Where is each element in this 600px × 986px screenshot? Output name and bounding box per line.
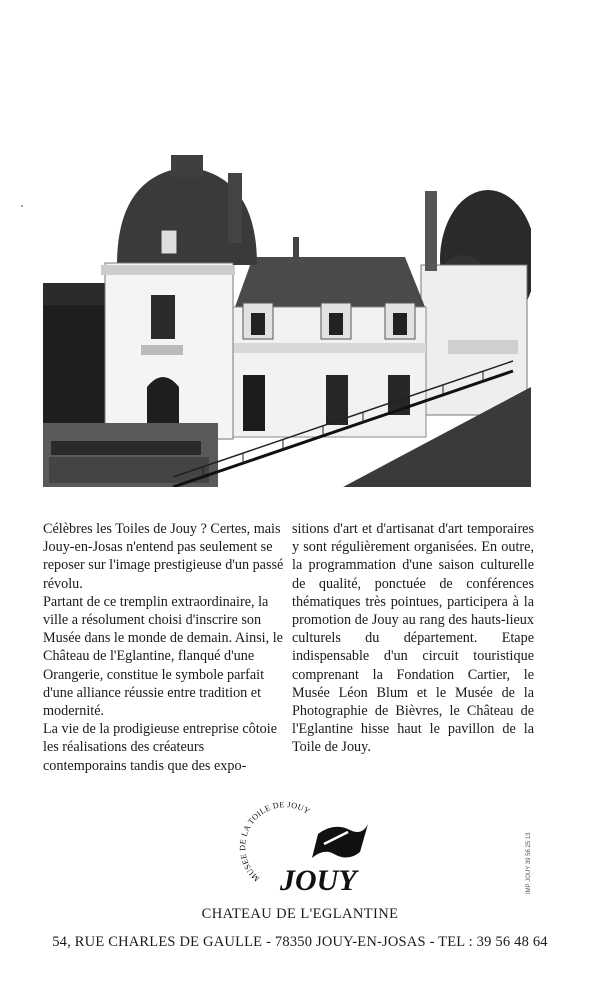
paragraph: Célèbres les Toiles de Jouy ? Certes, mais Jouy-en-Josas n'entend pas seulement se reposer sur l'image prestigieuse d'un passé révolu. [43,521,284,592]
museum-logo [238,800,373,900]
logo-word: JOUY [280,864,357,897]
chateau-photo [43,155,531,487]
paragraph: La vie de la prodigieuse entreprise côtoie les réalisations des créateurs contemporains tandis que des expo- [43,721,277,774]
text-column-right [292,520,534,757]
address-line: 54, RUE CHARLES DE GAULLE - 78350 JOUY-EN-JOSAS - TEL : 39 56 48 64 [52,934,548,950]
flag-icon [312,824,368,858]
chateau-name: CHATEAU DE L'EGLANTINE [201,906,399,922]
chateau-building-icon [43,155,531,487]
text-column-left [43,520,285,775]
scan-speck [21,205,23,207]
print-code: IMP JOUY 39 56 25 13 [526,832,532,894]
paragraph: Partant de ce tremplin extraordinaire, la ville a résolument choisi d'inscrire son Musée dans le monde de demain. Ainsi, le Château de l'Eglantine, flanqué d'une Orangerie, constitue le symbole parfait d'une alliance réussie entre tradition et modernité. [43,593,283,720]
paragraph: sitions d'art et d'artisanat d'art temporaires y sont régulièrement organisées. En outre, la programmation d'une saison culturelle de qualité, ponctuée de conférences thématiques très pointues, participera à la promotion de Jouy au rang des hauts-lieux culturels du département. Etape indispensable d'un circuit touristique comprenant la Fondation Cartier, le Musée Léon Blum et le Musée de la Photographie de Bièvres, le Château de l'Eglantine hisse haut le pavillon de la Toile de Jouy. [292,521,534,756]
logo-arc-text: MUSEE DE LA TOILE DE JOUY [238,800,312,884]
